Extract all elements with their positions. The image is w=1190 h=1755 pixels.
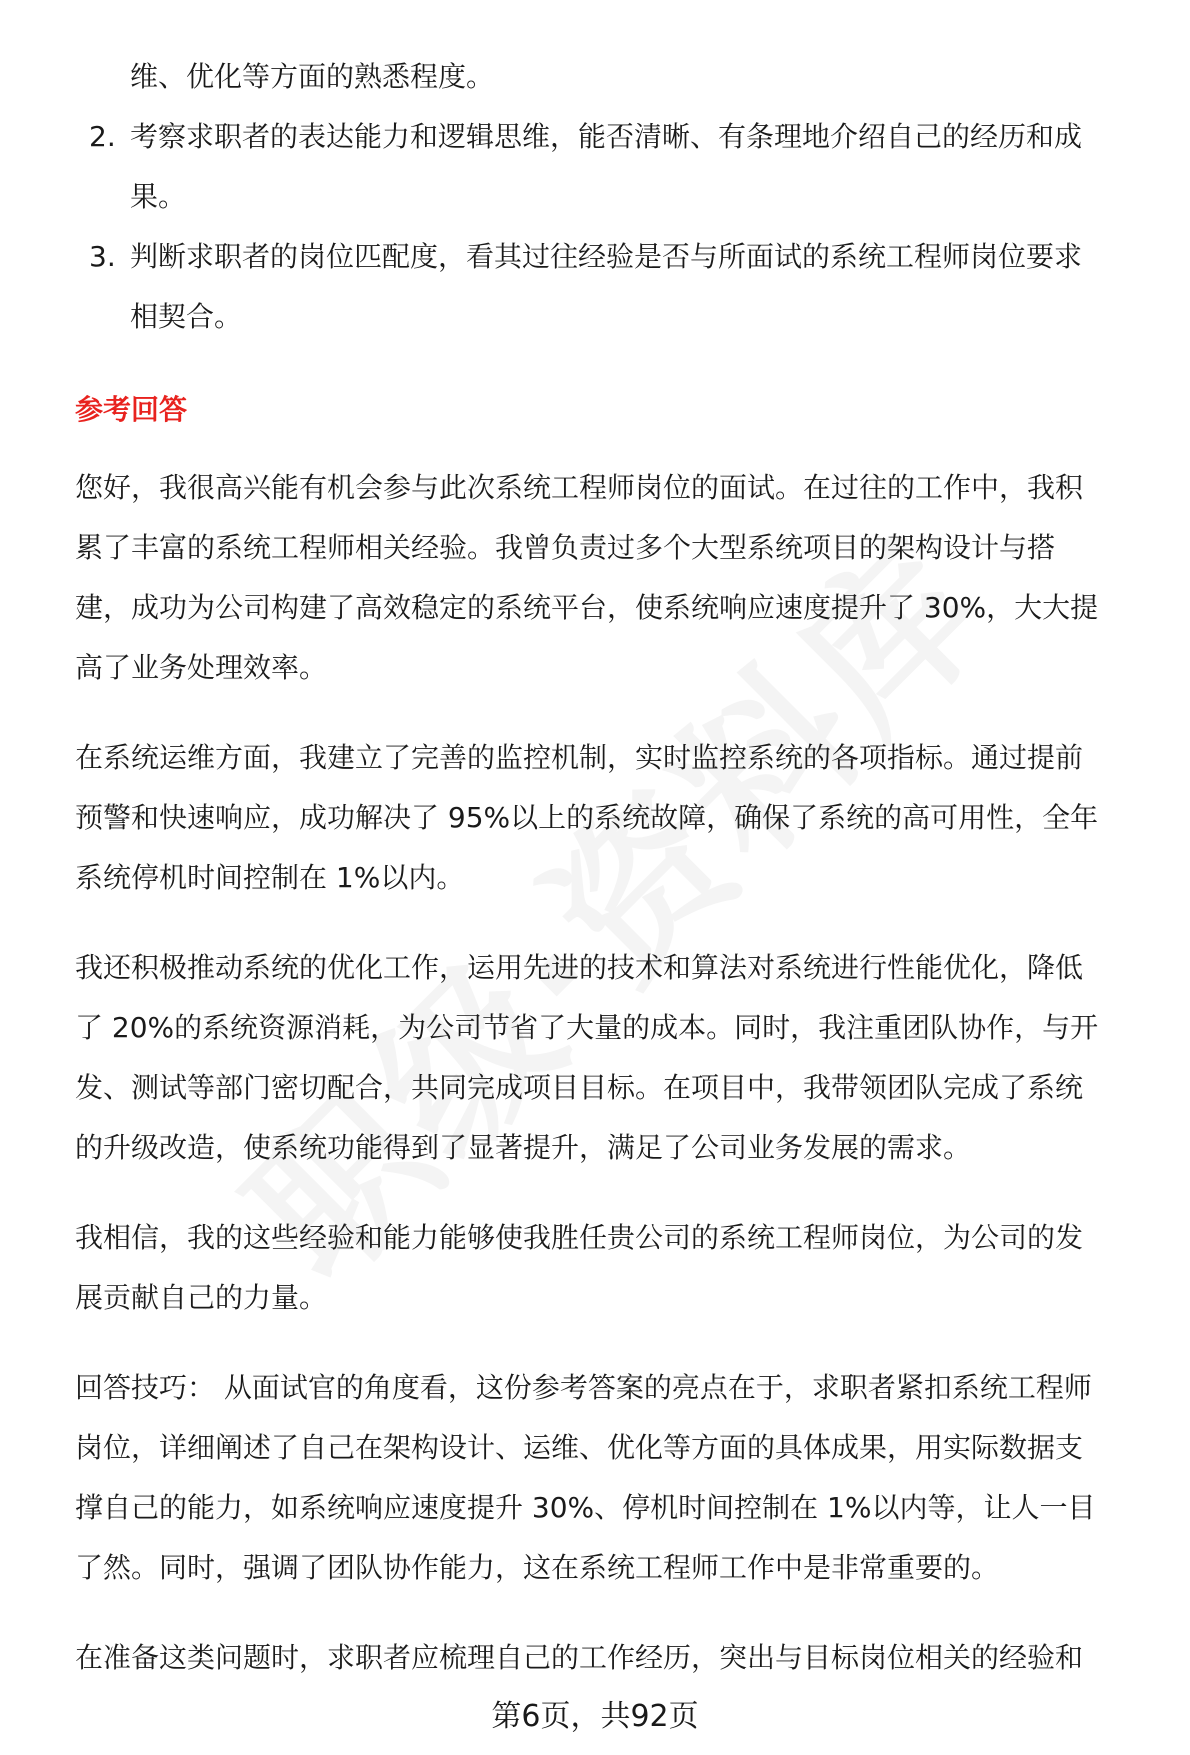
paragraph-line: 了然。同时，强调了团队协作能力，这在系统工程师工作中是非常重要的。 [75,1551,1000,1584]
paragraph-line: 累了丰富的系统工程师相关经验。我曾负责过多个大型系统项目的架构设计与搭 [75,531,1056,564]
paragraph-preparation [75,1628,1173,1688]
paragraph-line: 系统停机时间控制在 1%以内。 [75,861,465,894]
list-item-2 [75,107,1173,227]
paragraph-line: 展贡献自己的力量。 [75,1281,328,1314]
paragraph-intro [75,458,1173,698]
page-number-footer: 第6页，共92页 [491,1699,699,1734]
paragraph-answer-tips [75,1358,1173,1598]
section-heading-reference-answer: 参考回答 [75,393,188,426]
paragraph-line: 您好，我很高兴能有机会参与此次系统工程师岗位的面试。在过往的工作中，我积 [75,471,1084,504]
list-item-1-continuation [75,47,1173,107]
document-body [75,0,1173,1718]
paragraph-line: 我相信，我的这些经验和能力能够使我胜任贵公司的系统工程师岗位，为公司的发 [75,1221,1084,1254]
list-item-number: 2. [89,120,116,153]
paragraph-line: 撑自己的能力，如系统响应速度提升 30%、停机时间控制在 1%以内等，让人一目 [75,1491,1096,1524]
paragraph-line: 我还积极推动系统的优化工作，运用先进的技术和算法对系统进行性能优化，降低 [75,951,1084,984]
list-item-text-line: 考察求职者的表达能力和逻辑思维，能否清晰、有条理地介绍自己的经历和成 [130,120,1083,153]
paragraph-optimization [75,938,1173,1178]
paragraph-line: 建，成功为公司构建了高效稳定的系统平台，使系统响应速度提升了 30%，大大提 [75,591,1099,624]
paragraph-line: 的升级改造，使系统功能得到了显著提升，满足了公司业务发展的需求。 [75,1131,972,1164]
paragraph-line: 在系统运维方面，我建立了完善的监控机制，实时监控系统的各项指标。通过提前 [75,741,1084,774]
paragraph-line: 高了业务处理效率。 [75,651,328,684]
paragraph-conclusion [75,1208,1173,1328]
list-item-text-line: 维、优化等方面的熟悉程度。 [130,60,495,93]
paragraph-line: 发、测试等部门密切配合，共同完成项目目标。在项目中，我带领团队完成了系统 [75,1071,1084,1104]
list-item-text-line: 判断求职者的岗位匹配度，看其过往经验是否与所面试的系统工程师岗位要求 [130,240,1083,273]
paragraph-line: 岗位，详细阐述了自己在架构设计、运维、优化等方面的具体成果，用实际数据支 [75,1431,1084,1464]
paragraph-line: 回答技巧： 从面试官的角度看，这份参考答案的亮点在于，求职者紧扣系统工程师 [75,1371,1092,1404]
list-item-text-line: 相契合。 [130,300,243,333]
list-item-3 [75,227,1173,347]
list-item-number: 3. [89,240,116,273]
paragraph-operations [75,728,1173,908]
paragraph-line: 预警和快速响应，成功解决了 95%以上的系统故障，确保了系统的高可用性，全年 [75,801,1099,834]
list-item-text-line: 果。 [130,180,187,213]
paragraph-line: 了 20%的系统资源消耗，为公司节省了大量的成本。同时，我注重团队协作，与开 [75,1011,1099,1044]
paragraph-line: 在准备这类问题时，求职者应梳理自己的工作经历，突出与目标岗位相关的经验和 [75,1641,1084,1674]
